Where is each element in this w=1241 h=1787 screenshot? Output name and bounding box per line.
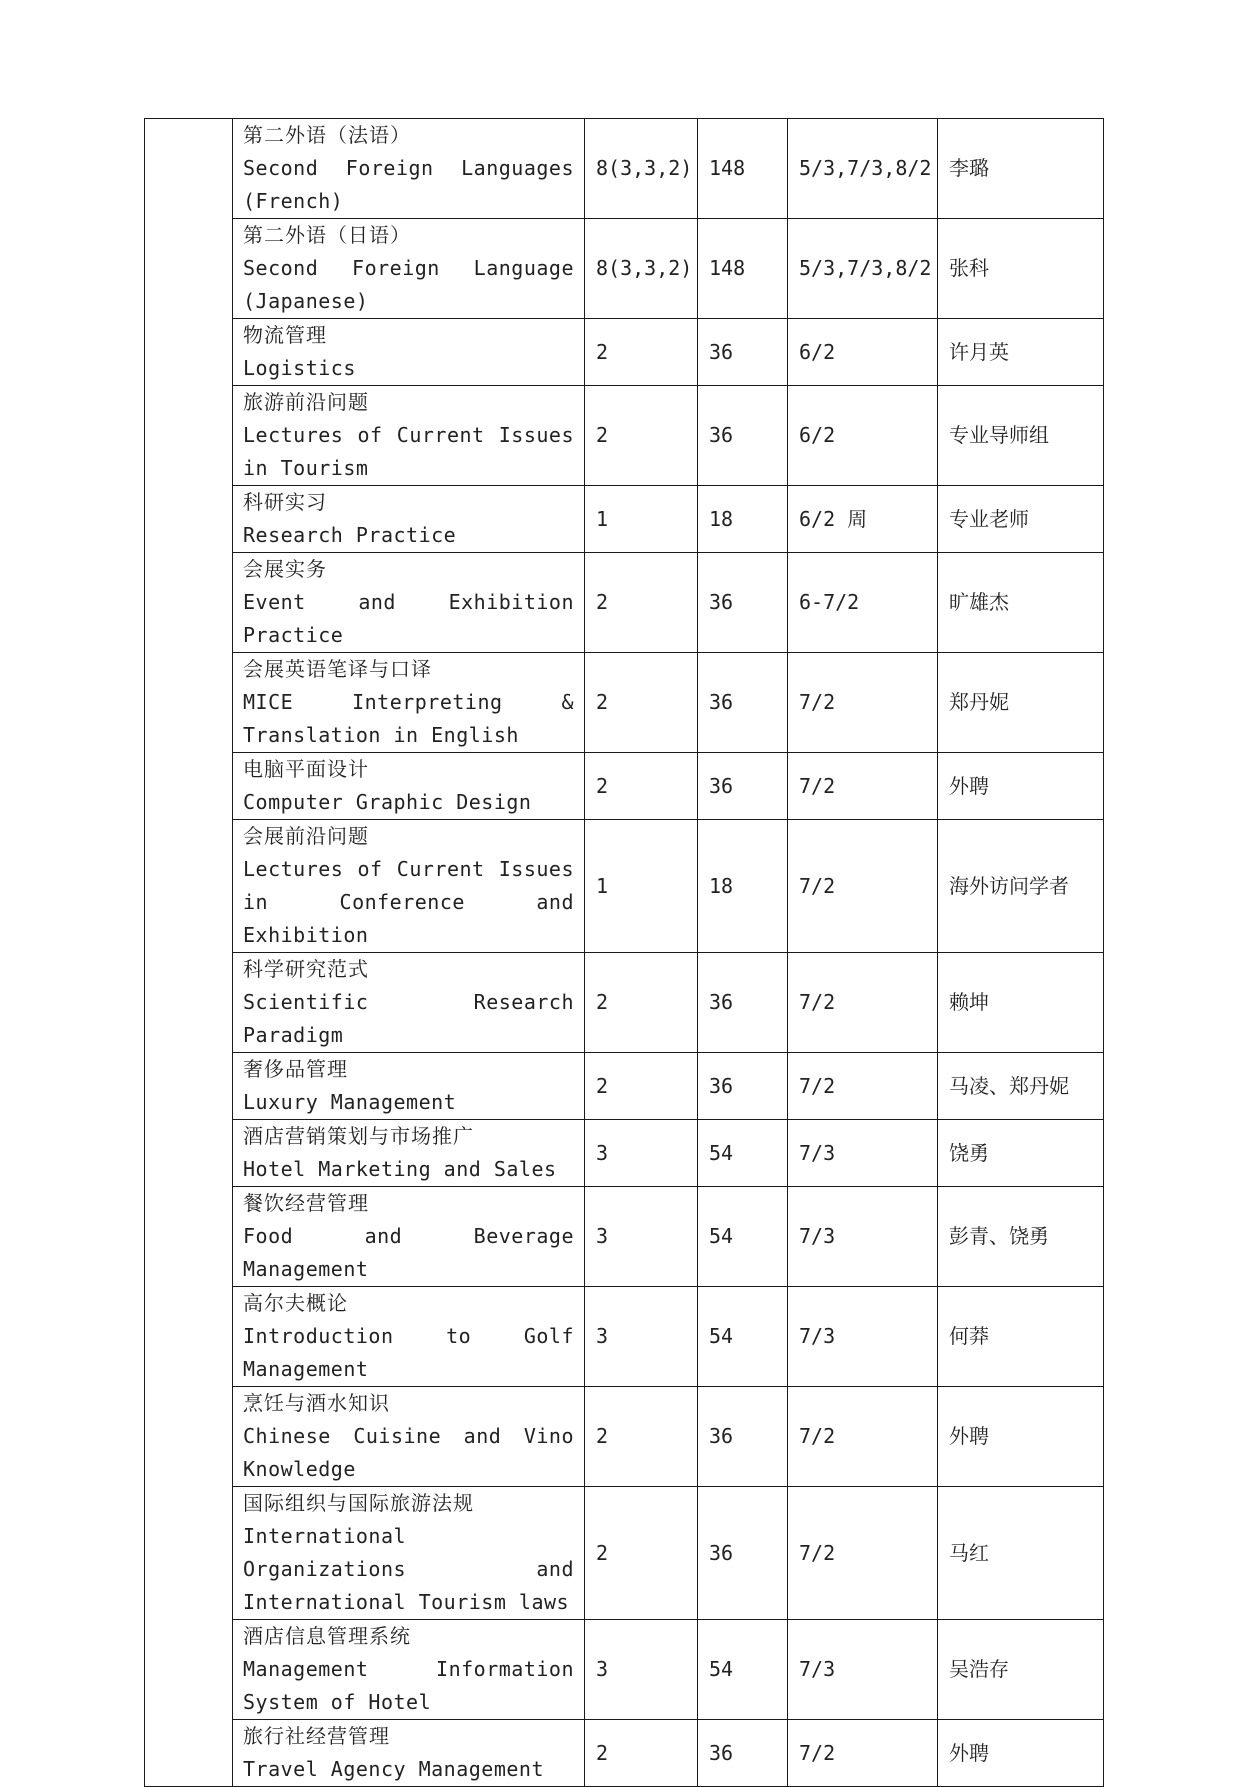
course-name-cell xyxy=(233,1053,585,1120)
credit-cell: 2 xyxy=(585,553,698,653)
table-row xyxy=(145,1187,1104,1287)
course-name-cell xyxy=(233,953,585,1053)
credit-cell: 2 xyxy=(585,653,698,753)
course-name-cell xyxy=(233,1720,585,1787)
table-row xyxy=(145,486,1104,553)
semester-cell: 7/3 xyxy=(788,1287,938,1387)
table-row xyxy=(145,386,1104,486)
table-row xyxy=(145,1620,1104,1720)
course-name-cell xyxy=(233,1387,585,1487)
course-name-zh: 第二外语（法语） xyxy=(243,123,411,147)
course-name-zh: 科研实习 xyxy=(243,490,327,514)
course-name-cell xyxy=(233,486,585,553)
teacher-cell: 何莽 xyxy=(938,1287,1104,1387)
table-row xyxy=(145,753,1104,820)
credit-cell: 2 xyxy=(585,1720,698,1787)
course-name-cell xyxy=(233,653,585,753)
hours-cell: 148 xyxy=(698,219,788,319)
hours-cell: 54 xyxy=(698,1620,788,1720)
course-name-zh: 高尔夫概论 xyxy=(243,1291,348,1315)
hours-cell: 18 xyxy=(698,486,788,553)
semester-cell: 5/3,7/3,8/2 xyxy=(788,119,938,219)
teacher-cell: 马凌、郑丹妮 xyxy=(938,1053,1104,1120)
semester-cell: 7/2 xyxy=(788,1487,938,1620)
teacher-cell: 马红 xyxy=(938,1487,1104,1620)
hours-cell: 36 xyxy=(698,386,788,486)
semester-cell: 7/2 xyxy=(788,1387,938,1487)
course-name-zh: 物流管理 xyxy=(243,323,327,347)
teacher-cell: 旷雄杰 xyxy=(938,553,1104,653)
hours-cell: 36 xyxy=(698,319,788,386)
table-row xyxy=(145,319,1104,386)
course-name-cell xyxy=(233,1487,585,1620)
table-row xyxy=(145,1720,1104,1787)
course-name-en: Event and Exhibition Practice xyxy=(243,590,574,647)
course-name-cell xyxy=(233,1287,585,1387)
teacher-cell: 张科 xyxy=(938,219,1104,319)
course-name-cell xyxy=(233,753,585,820)
table-row xyxy=(145,953,1104,1053)
course-name-zh: 烹饪与酒水知识 xyxy=(243,1391,390,1415)
teacher-cell: 专业老师 xyxy=(938,486,1104,553)
course-name-cell xyxy=(233,1120,585,1187)
table-row xyxy=(145,1053,1104,1120)
course-name-cell xyxy=(233,319,585,386)
hours-cell: 36 xyxy=(698,553,788,653)
course-name-en: Travel Agency Management xyxy=(243,1757,544,1781)
hours-cell: 148 xyxy=(698,119,788,219)
course-name-en: Second Foreign Language (Japanese) xyxy=(243,256,574,313)
course-name-zh: 会展前沿问题 xyxy=(243,824,369,848)
table-row xyxy=(145,1387,1104,1487)
hours-cell: 36 xyxy=(698,1487,788,1620)
credit-cell: 2 xyxy=(585,1387,698,1487)
table-row xyxy=(145,1287,1104,1387)
credit-cell: 3 xyxy=(585,1287,698,1387)
course-name-en: Second Foreign Languages (French) xyxy=(243,156,574,213)
semester-cell: 7/3 xyxy=(788,1620,938,1720)
course-name-en: Luxury Management xyxy=(243,1090,457,1114)
semester-cell: 7/3 xyxy=(788,1187,938,1287)
course-name-en: Scientific Research Paradigm xyxy=(243,990,574,1047)
teacher-cell: 专业导师组 xyxy=(938,386,1104,486)
course-name-zh: 酒店信息管理系统 xyxy=(243,1624,411,1648)
semester-cell: 7/2 xyxy=(788,953,938,1053)
credit-cell: 2 xyxy=(585,753,698,820)
credit-cell: 2 xyxy=(585,1487,698,1620)
course-name-en: Lectures of Current Issues in Conference and Exhibition xyxy=(243,857,574,947)
teacher-cell: 赖坤 xyxy=(938,953,1104,1053)
course-name-en: MICE Interpreting & Translation in English xyxy=(243,690,574,747)
semester-cell: 6/2 周 xyxy=(788,486,938,553)
course-name-zh: 电脑平面设计 xyxy=(243,757,369,781)
credit-cell: 1 xyxy=(585,486,698,553)
course-name-zh: 会展实务 xyxy=(243,557,327,581)
table-row xyxy=(145,653,1104,753)
table-row xyxy=(145,219,1104,319)
course-name-zh: 会展英语笔译与口译 xyxy=(243,657,432,681)
teacher-cell: 吴浩存 xyxy=(938,1620,1104,1720)
semester-cell: 5/3,7/3,8/2 xyxy=(788,219,938,319)
semester-cell: 7/2 xyxy=(788,753,938,820)
table-row xyxy=(145,119,1104,219)
credit-cell: 2 xyxy=(585,386,698,486)
course-name-cell xyxy=(233,1187,585,1287)
course-name-zh: 旅行社经营管理 xyxy=(243,1724,390,1748)
credit-cell: 8(3,3,2) xyxy=(585,219,698,319)
hours-cell: 54 xyxy=(698,1287,788,1387)
course-name-cell xyxy=(233,119,585,219)
course-name-en: Introduction to Golf Management xyxy=(243,1324,574,1381)
table-row xyxy=(145,1120,1104,1187)
hours-cell: 36 xyxy=(698,1053,788,1120)
semester-cell: 7/2 xyxy=(788,1053,938,1120)
course-name-cell xyxy=(233,553,585,653)
hours-cell: 36 xyxy=(698,953,788,1053)
course-name-cell xyxy=(233,820,585,953)
teacher-cell: 郑丹妮 xyxy=(938,653,1104,753)
course-name-en: Food and Beverage Management xyxy=(243,1224,574,1281)
credit-cell: 3 xyxy=(585,1620,698,1720)
semester-cell: 7/2 xyxy=(788,1720,938,1787)
hours-cell: 36 xyxy=(698,653,788,753)
table-row xyxy=(145,1487,1104,1620)
hours-cell: 36 xyxy=(698,1720,788,1787)
course-name-zh: 国际组织与国际旅游法规 xyxy=(243,1491,474,1515)
hours-cell: 36 xyxy=(698,1387,788,1487)
course-name-en: Computer Graphic Design xyxy=(243,790,532,814)
credit-cell: 8(3,3,2) xyxy=(585,119,698,219)
course-name-en: Logistics xyxy=(243,356,356,380)
teacher-cell: 外聘 xyxy=(938,1720,1104,1787)
credit-cell: 3 xyxy=(585,1120,698,1187)
course-name-en: International Organizations and International Tourism laws xyxy=(243,1524,574,1614)
semester-cell: 7/3 xyxy=(788,1120,938,1187)
course-table xyxy=(144,118,1104,1787)
course-name-zh: 科学研究范式 xyxy=(243,957,369,981)
course-table-body xyxy=(145,119,1104,1787)
course-name-cell xyxy=(233,386,585,486)
teacher-cell: 饶勇 xyxy=(938,1120,1104,1187)
teacher-cell: 许月英 xyxy=(938,319,1104,386)
course-name-zh: 第二外语（日语） xyxy=(243,223,411,247)
hours-cell: 54 xyxy=(698,1120,788,1187)
course-name-zh: 餐饮经营管理 xyxy=(243,1191,369,1215)
teacher-cell: 外聘 xyxy=(938,753,1104,820)
credit-cell: 2 xyxy=(585,319,698,386)
credit-cell: 1 xyxy=(585,820,698,953)
semester-cell: 6-7/2 xyxy=(788,553,938,653)
course-name-zh: 酒店营销策划与市场推广 xyxy=(243,1124,474,1148)
teacher-cell: 李璐 xyxy=(938,119,1104,219)
teacher-cell: 海外访问学者 xyxy=(938,820,1104,953)
table-row xyxy=(145,820,1104,953)
category-cell xyxy=(145,119,233,1787)
course-name-en: Management Information System of Hotel xyxy=(243,1657,574,1714)
teacher-cell: 外聘 xyxy=(938,1387,1104,1487)
course-name-zh: 奢侈品管理 xyxy=(243,1057,348,1081)
course-name-en: Research Practice xyxy=(243,523,457,547)
credit-cell: 2 xyxy=(585,953,698,1053)
course-name-en: Lectures of Current Issues in Tourism xyxy=(243,423,574,480)
course-name-cell xyxy=(233,219,585,319)
hours-cell: 54 xyxy=(698,1187,788,1287)
course-name-en: Chinese Cuisine and Vino Knowledge xyxy=(243,1424,574,1481)
hours-cell: 18 xyxy=(698,820,788,953)
semester-cell: 7/2 xyxy=(788,820,938,953)
semester-cell: 7/2 xyxy=(788,653,938,753)
semester-cell: 6/2 xyxy=(788,319,938,386)
teacher-cell: 彭青、饶勇 xyxy=(938,1187,1104,1287)
course-name-en: Hotel Marketing and Sales xyxy=(243,1157,557,1181)
semester-cell: 6/2 xyxy=(788,386,938,486)
credit-cell: 2 xyxy=(585,1053,698,1120)
credit-cell: 3 xyxy=(585,1187,698,1287)
course-name-cell xyxy=(233,1620,585,1720)
course-name-zh: 旅游前沿问题 xyxy=(243,390,369,414)
hours-cell: 36 xyxy=(698,753,788,820)
table-row xyxy=(145,553,1104,653)
